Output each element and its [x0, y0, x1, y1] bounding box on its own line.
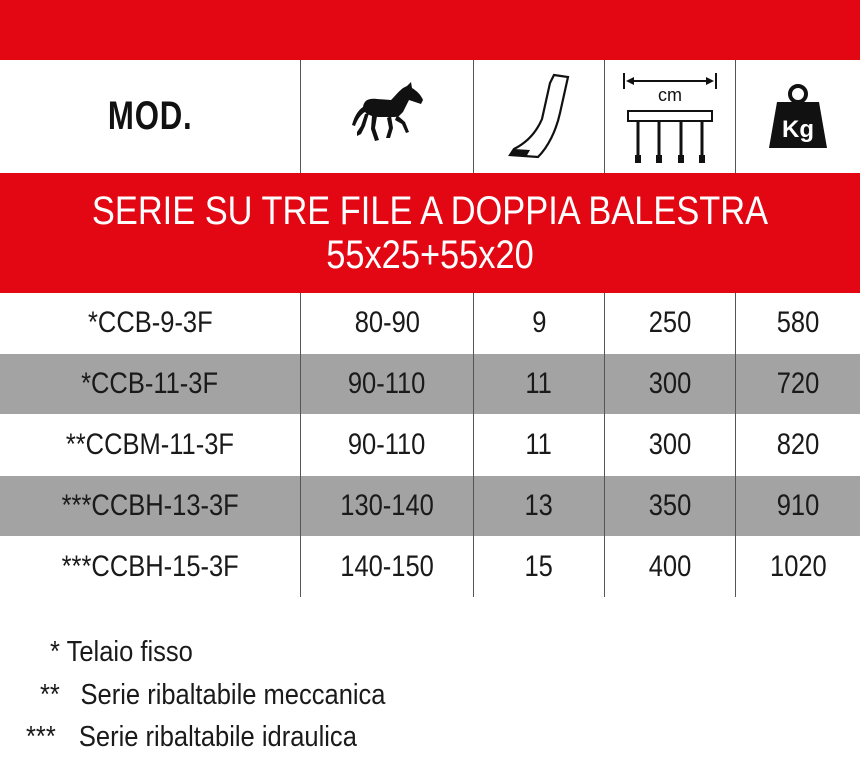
mod-header	[0, 60, 300, 173]
hp-cell: 90-110	[348, 428, 426, 461]
tines-header	[474, 60, 604, 173]
divider	[473, 293, 474, 597]
hp-cell: 90-110	[348, 367, 426, 400]
table-row	[0, 476, 860, 536]
divider	[735, 293, 736, 597]
divider	[735, 60, 736, 173]
series-title: SERIE SU TRE FILE A DOPPIA BALESTRA	[91, 189, 769, 233]
horse-icon	[349, 82, 425, 152]
model-cell: *CCB-9-3F	[87, 306, 213, 339]
tines-cell: 15	[524, 550, 554, 583]
weight-cell: 910	[776, 489, 820, 522]
series-band	[0, 173, 860, 293]
divider	[300, 293, 301, 597]
weight-kg-icon	[767, 84, 829, 150]
footnote-mark: ***	[26, 721, 56, 753]
table-row	[0, 415, 860, 475]
divider	[604, 60, 605, 173]
hp-cell: 140-150	[340, 550, 434, 583]
model-cell: *CCB-11-3F	[81, 367, 219, 400]
kg-label: Kg	[782, 115, 814, 143]
model-cell: ***CCBH-13-3F	[61, 489, 239, 522]
header-row	[0, 60, 860, 173]
mod-label: MOD.	[107, 94, 193, 138]
divider	[604, 293, 605, 597]
cm-label: cm	[658, 84, 682, 105]
footnote	[50, 636, 193, 669]
width-cell: 300	[648, 428, 692, 461]
table-row	[0, 537, 860, 597]
footnote	[40, 679, 386, 712]
tines-cell: 11	[525, 428, 553, 461]
hp-cell: 80-90	[354, 306, 420, 339]
footnote-text: Serie ribaltabile idraulica	[78, 721, 357, 753]
model-cell: **CCBM-11-3F	[65, 428, 235, 461]
footnote-text: Telaio fisso	[66, 636, 193, 668]
weight-cell: 1020	[769, 550, 827, 583]
width-cell: 300	[648, 367, 692, 400]
footnote-text: Serie ribaltabile meccanica	[80, 679, 386, 711]
model-cell: ***CCBH-15-3F	[61, 550, 239, 583]
table-row	[0, 354, 860, 414]
tines-cell: 9	[531, 306, 547, 339]
hp-cell: 130-140	[340, 489, 434, 522]
divider	[300, 60, 301, 173]
width-cm-icon	[622, 67, 718, 167]
width-header	[605, 60, 735, 173]
footnote-mark: *	[50, 636, 60, 668]
weight-cell: 820	[776, 428, 820, 461]
footnote-mark: **	[40, 679, 60, 711]
power-header	[301, 60, 473, 173]
divider	[473, 60, 474, 173]
tines-cell: 11	[525, 367, 553, 400]
width-cell: 250	[648, 306, 692, 339]
weight-header	[736, 60, 860, 173]
weight-cell: 580	[776, 306, 820, 339]
width-cell: 400	[648, 550, 692, 583]
weight-cell: 720	[776, 367, 820, 400]
tine-icon	[504, 73, 574, 161]
series-subtitle: 55x25+55x20	[326, 233, 534, 277]
table-row	[0, 293, 860, 353]
top-red-band	[0, 0, 860, 60]
footnote	[26, 721, 357, 754]
width-cell: 350	[648, 489, 692, 522]
tines-cell: 13	[524, 489, 554, 522]
